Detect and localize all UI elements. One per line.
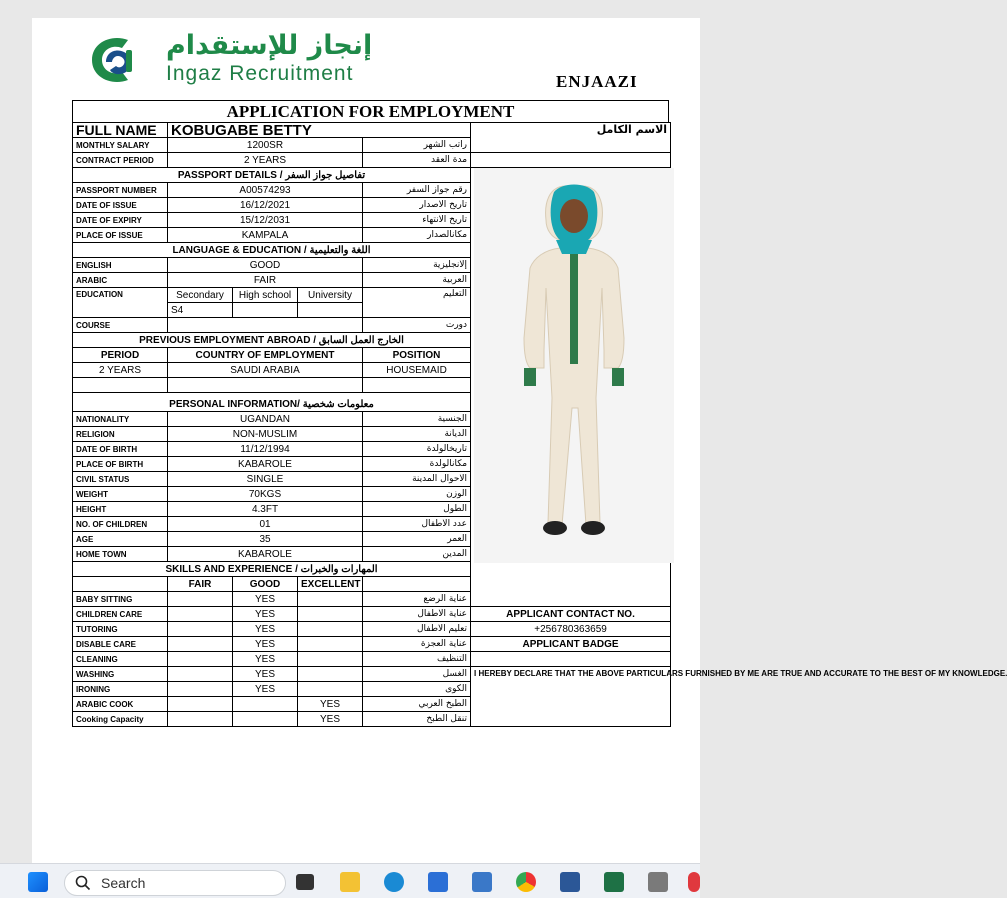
application-form-table xyxy=(72,121,1007,727)
form-title: APPLICATION FOR EMPLOYMENT xyxy=(72,100,669,122)
skill-arabic: عناية الرضع xyxy=(363,592,471,607)
full-name-value: KOBUGABE BETTY xyxy=(168,123,471,138)
home-town-label: HOME TOWN xyxy=(73,547,168,562)
contact-number: +256780363659 xyxy=(471,622,671,637)
skill-excellent xyxy=(298,652,363,667)
height-label: HEIGHT xyxy=(73,502,168,517)
place-of-issue-arabic: مكانالصدار xyxy=(363,228,471,243)
store-icon[interactable] xyxy=(428,872,448,892)
expiry-date-label: DATE OF EXPIRY xyxy=(73,213,168,228)
blank-cell xyxy=(168,378,363,393)
education-label: EDUCATION xyxy=(73,288,168,318)
salary-arabic: راتب الشهر xyxy=(363,138,471,153)
skill-arabic: تنقل الطبخ xyxy=(363,712,471,727)
applicant-badge-label: APPLICANT BADGE xyxy=(471,637,671,652)
weight-value: 70KGS xyxy=(168,487,363,502)
arabic-value: FAIR xyxy=(168,273,363,288)
place-of-birth-label: PLACE OF BIRTH xyxy=(73,457,168,472)
table-row xyxy=(73,607,671,622)
personal-info-title: PERSONAL INFORMATION/ معلومات شخصية xyxy=(73,393,471,412)
skill-good: YES xyxy=(233,682,298,697)
children-value: 01 xyxy=(168,517,363,532)
skill-arabic: التنظيف xyxy=(363,652,471,667)
arabic-arabic: العربية xyxy=(363,273,471,288)
skill-arabic: عناية العجزة xyxy=(363,637,471,652)
skill-good: YES xyxy=(233,622,298,637)
education-option-secondary: Secondary xyxy=(168,288,233,303)
skill-excellent xyxy=(298,667,363,682)
skill-fair xyxy=(168,682,233,697)
nationality-label: NATIONALITY xyxy=(73,412,168,427)
religion-value: NON-MUSLIM xyxy=(168,427,363,442)
skill-fair xyxy=(168,652,233,667)
excel-icon[interactable] xyxy=(604,872,624,892)
education-option-high-school: High school xyxy=(233,288,298,303)
arabic-label: ARABIC xyxy=(73,273,168,288)
dob-arabic: تاريخالولدة xyxy=(363,442,471,457)
age-arabic: العمر xyxy=(363,532,471,547)
skill-excellent: YES xyxy=(298,697,363,712)
table-row xyxy=(73,667,671,682)
logo-arabic-text: إنجاز للإستقدام xyxy=(166,30,373,61)
skill-label: TUTORING xyxy=(73,622,168,637)
issue-date-label: DATE OF ISSUE xyxy=(73,198,168,213)
dob-label: DATE OF BIRTH xyxy=(73,442,168,457)
place-of-issue-label: PLACE OF ISSUE xyxy=(73,228,168,243)
skill-fair xyxy=(168,637,233,652)
skill-excellent xyxy=(298,622,363,637)
skill-excellent xyxy=(298,607,363,622)
skill-good: YES xyxy=(233,607,298,622)
passport-number-arabic: رقم جواز السفر xyxy=(363,183,471,198)
dob-value: 11/12/1994 xyxy=(168,442,363,457)
children-label: NO. OF CHILDREN xyxy=(73,517,168,532)
skill-label: ARABIC COOK xyxy=(73,697,168,712)
skill-excellent xyxy=(298,592,363,607)
language-section-title: LANGUAGE & EDUCATION / اللغة والتعليمية xyxy=(73,243,471,258)
skill-good: YES xyxy=(233,667,298,682)
course-arabic: دورت xyxy=(363,318,471,333)
task-view-icon[interactable] xyxy=(296,874,314,890)
period-value: 2 YEARS xyxy=(73,363,168,378)
country-value: SAUDI ARABIA xyxy=(168,363,363,378)
contract-period-label: CONTRACT PERIOD xyxy=(73,153,168,168)
religion-label: RELIGION xyxy=(73,427,168,442)
skill-label: CHILDREN CARE xyxy=(73,607,168,622)
passport-number-label: PASSPORT NUMBER xyxy=(73,183,168,198)
skill-fair xyxy=(168,622,233,637)
app-icon[interactable] xyxy=(648,872,668,892)
place-of-birth-value: KABAROLE xyxy=(168,457,363,472)
table-row xyxy=(73,637,671,652)
skill-arabic: الطبخ العربي xyxy=(363,697,471,712)
skill-good xyxy=(233,697,298,712)
skills-section-title: SKILLS AND EXPERIENCE / المهارات والخبرات xyxy=(73,562,471,577)
skill-excellent xyxy=(298,682,363,697)
vivaldi-icon[interactable] xyxy=(688,872,700,892)
position-header: POSITION xyxy=(363,348,471,363)
skill-fair xyxy=(168,607,233,622)
skill-label: CLEANING xyxy=(73,652,168,667)
contract-period-arabic: مدة العقد xyxy=(363,153,471,168)
skill-label: BABY SITTING xyxy=(73,592,168,607)
applicant-photo xyxy=(471,168,671,607)
blank-cell xyxy=(363,378,471,393)
blank-cell xyxy=(363,577,471,592)
skill-label: WASHING xyxy=(73,667,168,682)
full-name-label: FULL NAME xyxy=(73,123,168,138)
education-arabic: التعليم xyxy=(363,288,471,318)
skill-arabic: الكوى xyxy=(363,682,471,697)
weight-arabic: الوزن xyxy=(363,487,471,502)
salary-value: 1200SR xyxy=(168,138,363,153)
expiry-date-arabic: تاريخ الانتهاء xyxy=(363,213,471,228)
passport-section-title: PASSPORT DETAILS / تفاصيل جواز السفر xyxy=(73,168,471,183)
previous-employment-title: PREVIOUS EMPLOYMENT ABROAD / الخارج العمل السابق xyxy=(73,333,471,348)
civil-status-label: CIVIL STATUS xyxy=(73,472,168,487)
blank-cell xyxy=(73,577,168,592)
search-label: Search xyxy=(101,875,146,891)
skill-label: DISABLE CARE xyxy=(73,637,168,652)
excellent-header: EXCELLENT xyxy=(298,577,363,592)
place-of-birth-arabic: مكانالولدة xyxy=(363,457,471,472)
contract-period-value: 2 YEARS xyxy=(168,153,363,168)
taskbar-search[interactable] xyxy=(64,870,286,896)
skill-arabic: تعليم الاطفال xyxy=(363,622,471,637)
nationality-value: UGANDAN xyxy=(168,412,363,427)
good-header: GOOD xyxy=(233,577,298,592)
agency-name: ENJAAZI xyxy=(556,72,638,91)
contact-label: APPLICANT CONTACT NO. xyxy=(471,607,671,622)
english-label: ENGLISH xyxy=(73,258,168,273)
religion-arabic: الديانة xyxy=(363,427,471,442)
search-icon xyxy=(75,875,91,891)
fair-header: FAIR xyxy=(168,577,233,592)
chrome-icon[interactable] xyxy=(516,872,536,892)
height-value: 4.3FT xyxy=(168,502,363,517)
people-icon[interactable] xyxy=(472,872,492,892)
expiry-date-value: 15/12/2031 xyxy=(168,213,363,228)
skill-fair xyxy=(168,592,233,607)
period-header: PERIOD xyxy=(73,348,168,363)
skill-good: YES xyxy=(233,637,298,652)
skill-excellent: YES xyxy=(298,712,363,727)
full-name-arabic-label: الاسم الكامل xyxy=(471,123,671,153)
skill-excellent xyxy=(298,637,363,652)
civil-status-arabic: الاحوال المدينة xyxy=(363,472,471,487)
age-label: AGE xyxy=(73,532,168,547)
skill-label: IRONING xyxy=(73,682,168,697)
blank-cell xyxy=(298,303,363,318)
declaration-text: I HEREBY DECLARE THAT THE ABOVE PARTICULARS FURNISHED BY ME ARE TRUE AND ACCURATE TO THE BEST OF MY KNOWLEDGE. xyxy=(471,667,671,727)
course-value xyxy=(168,318,363,333)
table-row xyxy=(73,652,671,667)
file-explorer-icon[interactable] xyxy=(340,872,360,892)
education-level: S4 xyxy=(168,303,233,318)
windows-start-icon[interactable] xyxy=(28,872,48,892)
blank-cell xyxy=(233,303,298,318)
skill-fair xyxy=(168,667,233,682)
blank-cell xyxy=(471,652,671,667)
salary-label: MONTHLY SALARY xyxy=(73,138,168,153)
english-value: GOOD xyxy=(168,258,363,273)
table-row xyxy=(73,153,671,168)
children-arabic: عدد الاطفال xyxy=(363,517,471,532)
logo-english-text: Ingaz Recruitment xyxy=(166,62,354,85)
home-town-arabic: المدين xyxy=(363,547,471,562)
passport-number-value: A00574293 xyxy=(168,183,363,198)
word-icon[interactable] xyxy=(560,872,580,892)
english-arabic: إلانجليزية xyxy=(363,258,471,273)
position-value: HOUSEMAID xyxy=(363,363,471,378)
skill-good: YES xyxy=(233,652,298,667)
nationality-arabic: الجنسية xyxy=(363,412,471,427)
edge-icon[interactable] xyxy=(384,872,404,892)
course-label: COURSE xyxy=(73,318,168,333)
civil-status-value: SINGLE xyxy=(168,472,363,487)
age-value: 35 xyxy=(168,532,363,547)
skill-arabic: الغسل xyxy=(363,667,471,682)
education-option-university: University xyxy=(298,288,363,303)
weight-label: WEIGHT xyxy=(73,487,168,502)
height-arabic: الطول xyxy=(363,502,471,517)
skill-good xyxy=(233,712,298,727)
skill-fair xyxy=(168,697,233,712)
place-of-issue-value: KAMPALA xyxy=(168,228,363,243)
country-header: COUNTRY OF EMPLOYMENT xyxy=(168,348,363,363)
skill-fair xyxy=(168,712,233,727)
taskbar xyxy=(0,863,700,898)
skill-good: YES xyxy=(233,592,298,607)
home-town-value: KABAROLE xyxy=(168,547,363,562)
skill-label: Cooking Capacity xyxy=(73,712,168,727)
issue-date-value: 16/12/2021 xyxy=(168,198,363,213)
skill-arabic: عناية الاطفال xyxy=(363,607,471,622)
issue-date-arabic: تاريخ الاصدار xyxy=(363,198,471,213)
table-row xyxy=(73,622,671,637)
blank-cell xyxy=(73,378,168,393)
